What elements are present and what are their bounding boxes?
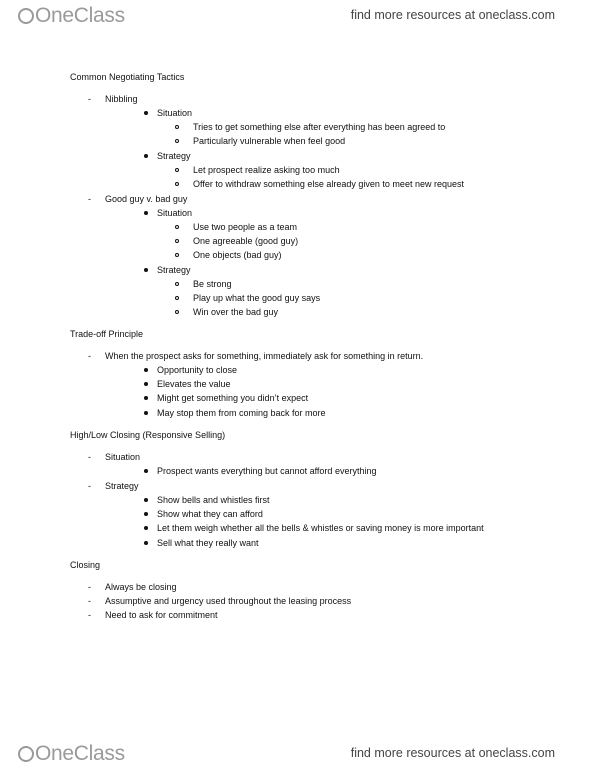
heading-trade-off-principle: Trade-off Principle [70,329,144,339]
bullet-dot [144,368,148,372]
dash-bullet: - [88,610,91,620]
highlow-strategy-1: Show bells and whistles first [157,495,270,505]
nibbling-situation-2: Particularly vulnerable when feel good [193,136,346,146]
bullet-dot [144,469,148,473]
goodguy-situation-1: Use two people as a team [193,222,298,232]
heading-negotiating-tactics: Common Negotiating Tactics [70,72,185,82]
goodguy-situation-2: One agreeable (good guy) [193,236,299,246]
goodguy-strategy-1: Be strong [193,279,232,289]
oneclass-logo-icon [18,746,34,762]
page-footer [0,738,595,768]
dash-bullet: - [88,596,91,606]
bullet-circle [175,182,179,186]
bullet-circle [175,239,179,243]
highlow-situation-1: Prospect wants everything but cannot afford everything [157,466,377,476]
bullet-dot [144,111,148,115]
bullet-dot [144,541,148,545]
goodguy-situation-3: One objects (bad guy) [193,250,282,260]
item-nibbling-situation: Situation [157,108,193,118]
page-header [0,0,595,30]
tradeoff-item-1: Opportunity to close [157,365,238,375]
closing-item-1: Always be closing [105,582,177,592]
bullet-dot [144,154,148,158]
highlow-strategy-2: Show what they can afford [157,509,263,519]
nibbling-strategy-2: Offer to withdraw something else already given to meet new request [193,179,464,189]
dash-bullet: - [88,452,91,462]
header-tagline[interactable]: find more resources at oneclass.com [350,8,555,22]
highlow-strategy-3: Let them weigh whether all the bells & whistles or saving money is more important [157,523,484,533]
dash-bullet: - [88,94,91,104]
item-good-guy-bad-guy: Good guy v. bad guy [105,194,188,204]
tradeoff-item-2: Elevates the value [157,379,231,389]
goodguy-strategy-3: Win over the bad guy [193,307,279,317]
highlow-strategy-4: Sell what they really want [157,538,259,548]
tradeoff-main: When the prospect asks for something, immediately ask for something in return. [105,351,424,361]
item-nibbling: Nibbling [105,94,138,104]
footer-tagline[interactable]: find more resources at oneclass.com [350,746,555,760]
bullet-circle [175,253,179,257]
bullet-dot [144,512,148,516]
nibbling-strategy-1: Let prospect realize asking too much [193,165,340,175]
bullet-circle [175,296,179,300]
bullet-circle [175,225,179,229]
goodguy-strategy-2: Play up what the good guy says [193,293,321,303]
tradeoff-item-4: May stop them from coming back for more [157,408,326,418]
bullet-circle [175,139,179,143]
heading-closing: Closing [70,560,101,570]
oneclass-logo-icon [18,8,34,24]
closing-item-3: Need to ask for commitment [105,610,218,620]
dash-bullet: - [88,481,91,491]
bullet-circle [175,310,179,314]
bullet-dot [144,382,148,386]
oneclass-logo[interactable]: OneClass [18,4,125,28]
item-goodguy-strategy: Strategy [157,265,191,275]
closing-item-2: Assumptive and urgency used throughout the leasing process [105,596,352,606]
heading-high-low-closing: High/Low Closing (Responsive Selling) [70,430,226,440]
bullet-dot [144,211,148,215]
dash-bullet: - [88,351,91,361]
bullet-circle [175,168,179,172]
bullet-dot [144,498,148,502]
item-highlow-situation: Situation [105,452,141,462]
dash-bullet: - [88,582,91,592]
dash-bullet: - [88,194,91,204]
bullet-dot [144,396,148,400]
bullet-circle [175,125,179,129]
tradeoff-item-3: Might get something you didn’t expect [157,393,309,403]
bullet-dot [144,411,148,415]
item-nibbling-strategy: Strategy [157,151,191,161]
item-highlow-strategy: Strategy [105,481,139,491]
item-goodguy-situation: Situation [157,208,193,218]
bullet-dot [144,526,148,530]
bullet-circle [175,282,179,286]
nibbling-situation-1: Tries to get something else after everything has been agreed to [193,122,446,132]
bullet-dot [144,268,148,272]
oneclass-logo[interactable]: OneClass [18,742,125,766]
